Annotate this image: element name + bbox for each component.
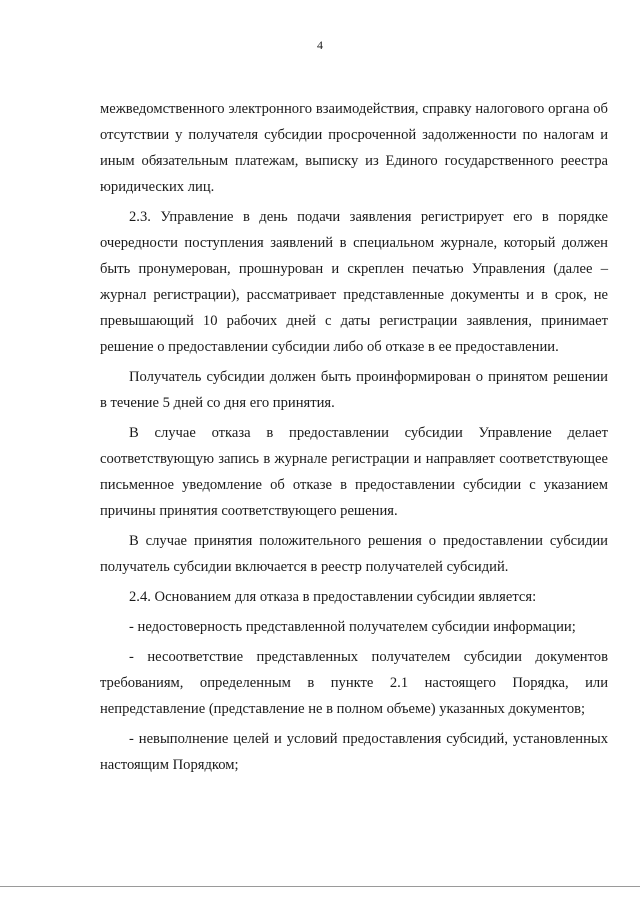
paragraph-refusal: В случае отказа в предоставлении субсидии Управление делает соответствующую запись в журнале регистрации и направляет соответствующее письменное уведомление об отказе в предоставлении субсидии с указанием причины принятия соответствующего решения. [100,425,608,519]
list-item-noncompliance: - несоответствие представленных получателем субсидии документов требованиям, определенным в пункте 2.1 настоящего Порядка, или непредставление (представление не в полном объеме) указанных документов; [100,649,608,717]
paragraph-notification: Получатель субсидии должен быть проинформирован о принятом решении в течение 5 дней со дня его принятия. [100,369,608,411]
list-item-nonfulfillment: - невыполнение целей и условий предоставления субсидий, установленных настоящим Порядком; [100,731,608,773]
page-bottom-edge [0,886,640,887]
document-body [100,96,608,778]
paragraph-2-4: 2.4. Основанием для отказа в предоставлении субсидии является: [129,589,537,605]
paragraph-continuation: межведомственного электронного взаимодействия, справку налогового органа об отсутствии у получателя субсидии просроченной задолженности по налогам и иным обязательным платежам, выписку из Единого государственного реестра юридических лиц. [100,101,608,195]
paragraph-2-3: 2.3. Управление в день подачи заявления регистрирует его в порядке очередности поступления заявлений в специальном журнале, который должен быть пронумерован, прошнурован и скреплен печатью Управления (далее – журнал регистрации), рассматривает представленные документы и в срок, не превышающий 10 рабочих дней с даты регистрации заявления, принимает решение о предоставлении субсидии либо об отказе в ее предоставлении. [100,209,608,355]
paragraph-positive-decision: В случае принятия положительного решения о предоставлении субсидии получатель субсидии включается в реестр получателей субсидий. [100,533,608,575]
page-number: 4 [317,38,323,52]
list-item-unreliable-info: - недостоверность представленной получателем субсидии информации; [129,619,576,635]
